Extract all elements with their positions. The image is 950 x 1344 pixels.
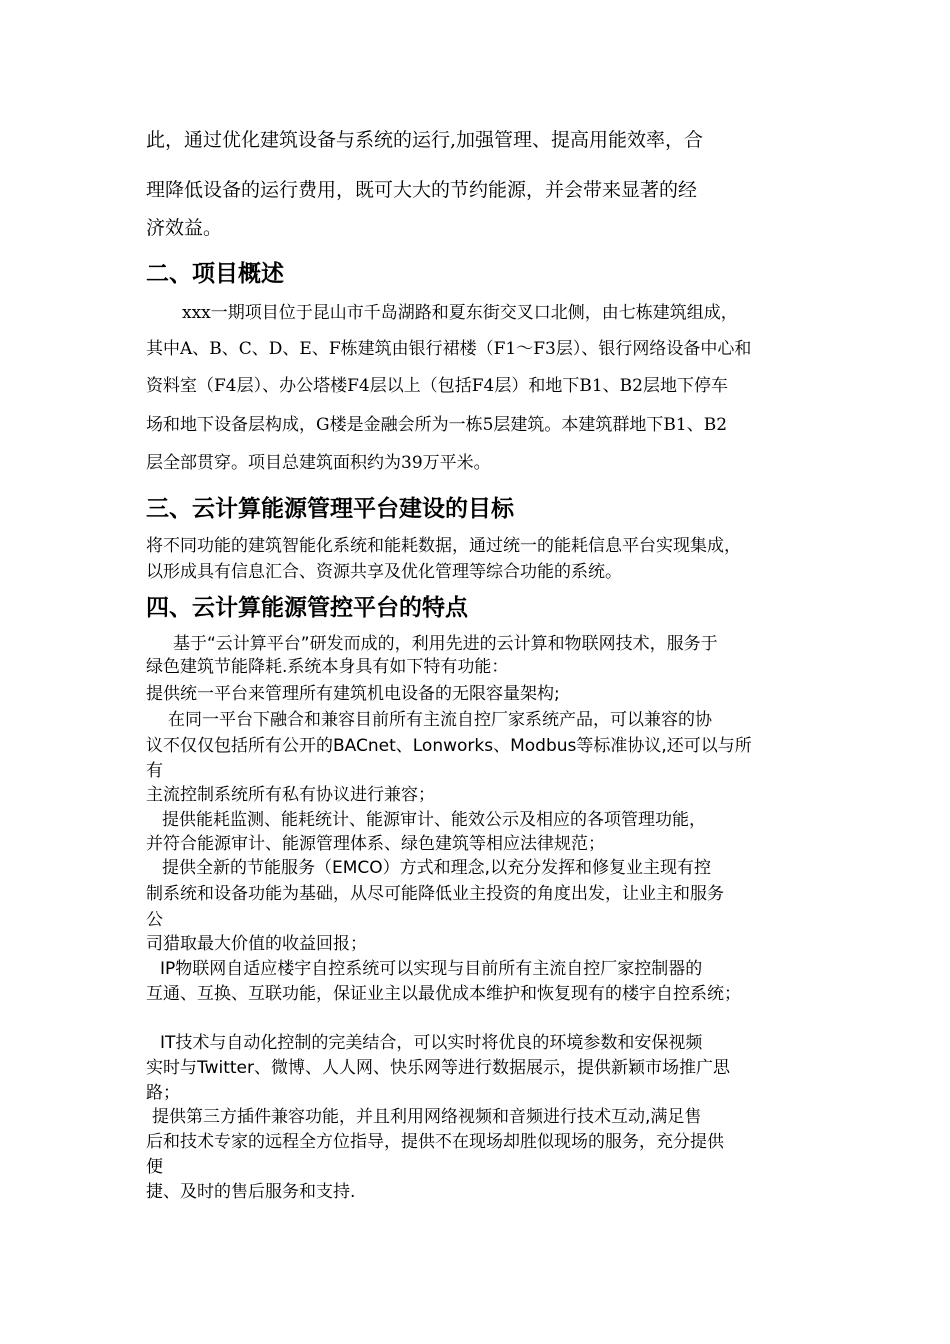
- section4-line: 基于“云计算平台”研发而成的，利用先进的云计算和物联网技术，服务于: [173, 634, 718, 654]
- section2-line: 场和地下设备层构成，G楼是金融会所为一栋5层建筑。本建筑群地下B1、B2: [146, 415, 728, 435]
- section4-heading: 四、云计算能源管控平台的特点: [146, 595, 468, 621]
- section4-line: 后和技术专家的远程全方位指导，提供不在现场却胜似现场的服务，充分提供: [146, 1132, 724, 1152]
- section2-heading: 二、项目概述: [146, 261, 284, 287]
- section2-line: 其中A、B、C、D、E、F栋建筑由银行裙楼（F1～F3层）、银行网络设备中心和: [146, 339, 752, 359]
- section4-line: 便: [146, 1157, 163, 1177]
- section4-line: IT技术与自动化控制的完美结合，可以实时将优良的环境参数和安保视频: [160, 1033, 703, 1053]
- section3-line: 以形成具有信息汇合、资源共享及优化管理等综合功能的系统。: [146, 562, 622, 582]
- section4-line: 制系统和设备功能为基础，从尽可能降低业主投资的角度出发，让业主和服务: [146, 884, 724, 904]
- section4-line: 路；: [146, 1083, 180, 1103]
- section4-line: 议不仅仅包括所有公开的BACnet、Lonworks、Modbus等标准协议,还可以与所: [146, 736, 752, 756]
- section4-line: 绿色建筑节能降耗.系统本身具有如下特有功能：: [146, 657, 509, 677]
- section4-line: 公: [146, 910, 163, 930]
- intro-line: 理降低设备的运行费用，既可大大的节约能源，并会带来显著的经: [146, 179, 698, 201]
- section2-line: 层全部贯穿。项目总建筑面积约为39万平米。: [146, 453, 491, 473]
- section4-line: 捷、及时的售后服务和支持.: [146, 1182, 356, 1202]
- section4-line: 有: [146, 761, 163, 781]
- section4-line: 提供全新的节能服务（EMCO）方式和理念,以充分发挥和修复业主现有控: [162, 858, 712, 878]
- section3-heading: 三、云计算能源管理平台建设的目标: [146, 496, 514, 522]
- section4-line: 在同一平台下融合和兼容目前所有主流自控厂家系统产品，可以兼容的协: [168, 710, 712, 730]
- section4-line: 互通、互换、互联功能，保证业主以最优成本维护和恢复现有的楼宇自控系统；: [146, 984, 741, 1004]
- section4-line: 实时与Twitter、微博、人人网、快乐网等进行数据展示，提供新颖市场推广思: [146, 1058, 730, 1078]
- section4-line: IP物联网自适应楼宇自控系统可以实现与目前所有主流自控厂家控制器的: [160, 959, 703, 979]
- section4-line: 主流控制系统所有私有协议进行兼容；: [146, 785, 435, 805]
- section4-line: 提供能耗监测、能耗统计、能源审计、能效公示及相应的各项管理功能，: [162, 810, 706, 830]
- section4-line: 并符合能源审计、能源管理体系、绿色建筑等相应法律规范；: [146, 834, 605, 854]
- section4-line: 司猎取最大价值的收益回报；: [146, 934, 367, 954]
- section2-line: xxx一期项目位于昆山市千岛湖路和夏东街交叉口北侧，由七栋建筑组成，: [182, 303, 738, 323]
- section4-line: 提供统一平台来管理所有建筑机电设备的无限容量架构;: [146, 684, 560, 704]
- section4-line: 提供第三方插件兼容功能，并且利用网络视频和音频进行技术互动,满足售: [152, 1107, 702, 1127]
- section3-line: 将不同功能的建筑智能化系统和能耗数据，通过统一的能耗信息平台实现集成，: [146, 536, 741, 556]
- section2-line: 资料室（F4层）、办公塔楼F4层以上（包括F4层）和地下B1、B2层地下停车: [146, 376, 728, 396]
- intro-line: 此，通过优化建筑设备与系统的运行,加强管理、提高用能效率，合: [146, 129, 704, 151]
- intro-line: 济效益。: [146, 217, 223, 239]
